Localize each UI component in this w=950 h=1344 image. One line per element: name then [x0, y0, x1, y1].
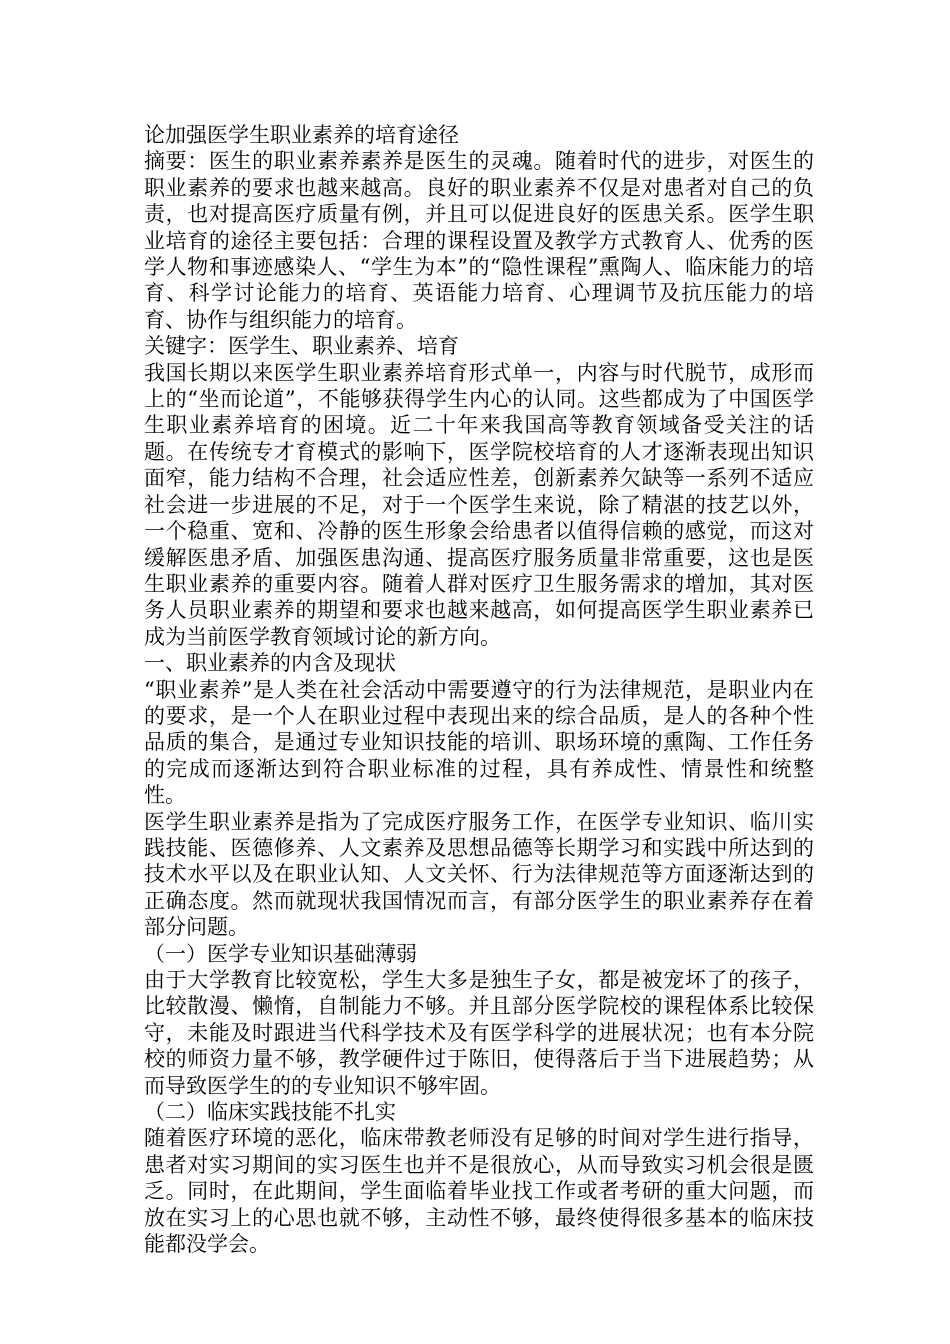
- keywords-line: 关键字：医学生、职业素养、培育: [144, 334, 459, 359]
- section1-paragraph-1: “职业素养”是人类在社会活动中需要遵守的行为法律规范，是职业内在的要求，是一个人在职业过程中表现出来的综合品质，是人的各种个性品质的集合，是通过专业知识技能的培训、职场环境的熏陶、工作任务的完成而逐渐达到符合职业标准的过程，具有养成性、情景性和统整性。: [144, 677, 814, 808]
- section1-paragraph-2: 医学生职业素养是指为了完成医疗服务工作，在医学专业知识、临川实践技能、医德修养、人文素养及思想品德等长期学习和实践中所达到的技术水平以及在职业认知、人文关怀、行为法律规范等方面逐渐达到的正确态度。然而就现状我国情况而言，有部分医学生的职业素养存在着部分问题。: [144, 809, 814, 940]
- subsection1-paragraph: 由于大学教育比较宽松，学生大多是独生子女，都是被宠坏了的孩子，比较散漫、懒惰，自制能力不够。并且部分医学院校的课程体系比较保守，未能及时跟进当代科学技术及有医学科学的进展状况；也有本分院校的师资力量不够，教学硬件过于陈旧，使得落后于当下进展趋势；从而导致医学生的的专业知识不够牢固。: [144, 968, 814, 1098]
- subsection-heading-2: （二）临床实践技能不扎实: [144, 1100, 396, 1125]
- document-title: 论加强医学生职业素养的培育途径: [144, 123, 459, 147]
- section-heading-1: 一、职业素养的内含及现状: [144, 651, 396, 676]
- document-page: [144, 122, 814, 1257]
- intro-paragraph: 我国长期以来医学生职业素养培育形式单一，内容与时代脱节，成形而上的“坐而论道”，不能够获得学生内心的认同。这些都成为了中国医学生职业素养培育的困境。近二十年来我国高等教育领域备受关注的话题。在传统专才育模式的影响下，医学院校培育的人才逐渐表现出知识面窄，能力结构不合理，社会适应性差，创新素养欠缺等一系列不适应社会进一步进展的不足，对于一个医学生来说，除了精湛的技艺以外，一个稳重、宽和、冷静的医生形象会给患者以值得信赖的感觉，而这对缓解医患矛盾、加强医患沟通、提高医疗服务质量非常重要，这也是医生职业素养的重要内容。随着人群对医疗卫生服务需求的增加，其对医务人员职业素养的期望和要求也越来越高，如何提高医学生职业素养已成为当前医学教育领域讨论的新方向。: [144, 360, 814, 649]
- abstract-paragraph: 摘要：医生的职业素养素养是医生的灵魂。随着时代的进步，对医生的职业素养的要求也越来越高。良好的职业素养不仅是对患者对自己的负责，也对提高医疗质量有例，并且可以促进良好的医患关系。医学生职业培育的途径主要包括：合理的课程设置及教学方式教育人、优秀的医学人物和事迹感染人、“学生为本”的“隐性课程”熏陶人、临床能力的培育、科学讨论能力的培育、英语能力培育、心理调节及抗压能力的培育、协作与组织能力的培育。: [144, 149, 814, 332]
- subsection2-paragraph: 随着医疗环境的恶化，临床带教老师没有足够的时间对学生进行指导，患者对实习期间的实习医生也并不是很放心，从而导致实习机会很是匮乏。同时，在此期间，学生面临着毕业找工作或者考研的重大问题，而放在实习上的心思也就不够，主动性不够，最终使得很多基本的临床技能都没学会。: [144, 1126, 814, 1257]
- subsection-heading-1: （一）医学专业知识基础薄弱: [144, 941, 417, 966]
